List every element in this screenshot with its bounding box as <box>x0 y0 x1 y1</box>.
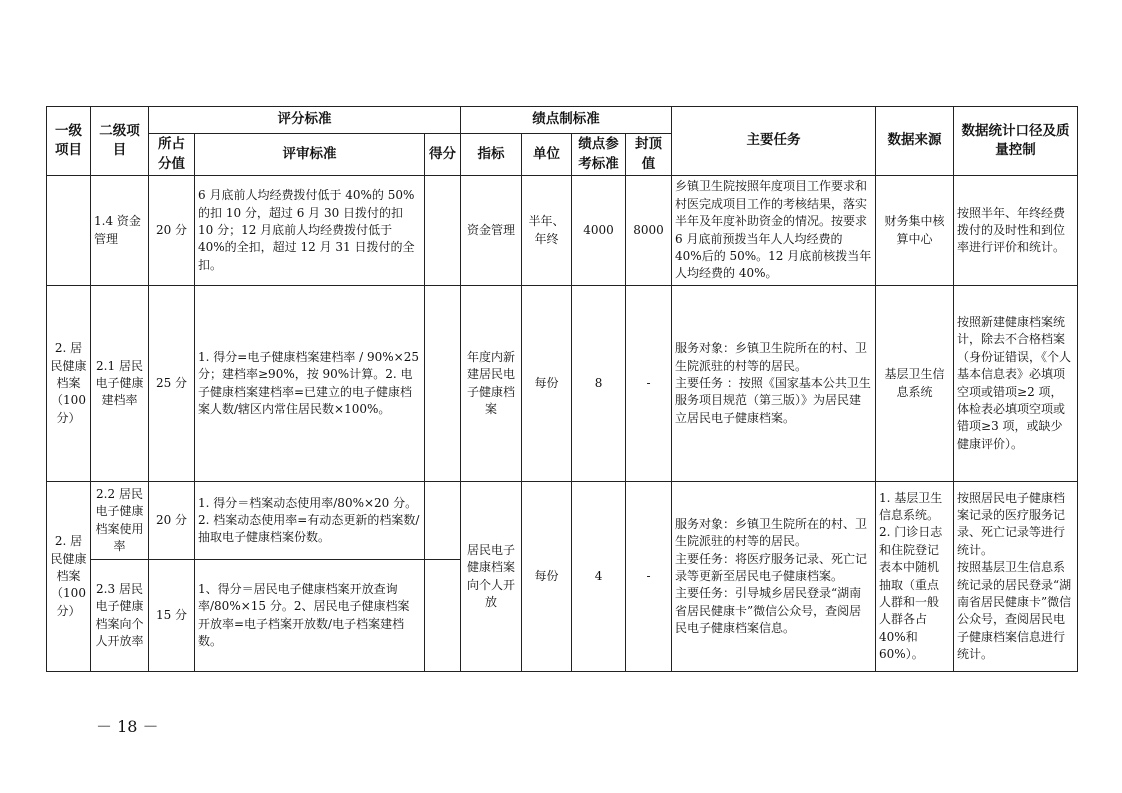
task-main: 主要任务：将医疗服务记录、死亡记录等更新至居民电子健康档案。 <box>675 551 868 583</box>
cell-review: 1、得分＝居民电子健康档案开放查询率/80%×15 分。2、居民电子健康档案开放率=电子档案开放数/电子档案建档数。 <box>195 560 425 672</box>
header-cap: 封顶值 <box>626 134 672 176</box>
task-object: 服务对象：乡镇卫生院所在的村、卫生院派驻的村等的居民。 <box>675 341 868 373</box>
table-row <box>47 286 1078 482</box>
cell-review: 6 月底前人均经费拨付低于 40%的 50%的扣 10 分，超过 6 月 30 日拨付的扣 10 分；12 月底前人均经费拨付低于 40%的全扣，超过 12 月 31 日拨付的全扣。 <box>195 176 425 286</box>
cell-score <box>425 560 461 672</box>
cell-ref: 4000 <box>572 176 626 286</box>
header-performance-group: 绩点制标准 <box>461 107 672 134</box>
header-indicator: 指标 <box>461 134 522 176</box>
quality-text: 按照基层卫生信息系统记录的居民登录“湖南省居民健康卡”微信公众号，查阅居民电子健康档案信息进行统计。 <box>957 560 1072 662</box>
table-row <box>47 176 1078 286</box>
cell-indicator: 年度内新建居民电子健康档案 <box>461 286 522 482</box>
header-quality: 数据统计口径及质量控制 <box>954 107 1078 176</box>
cell-task <box>672 482 876 672</box>
cell-task <box>672 286 876 482</box>
cell-review: 1. 得分=电子健康档案建档率 / 90%×25 分；建档率≥90%，按 90%计算。2. 电子健康档案建档率=已建立的电子健康档案人数/辖区内常住居民数×100%。 <box>195 286 425 482</box>
header-row-1 <box>47 107 1078 134</box>
cell-source: 基层卫生信息系统 <box>876 286 954 482</box>
header-level2: 二级项目 <box>91 107 149 176</box>
cell-unit: 每份 <box>522 286 572 482</box>
cell-level2: 2.1 居民电子健康建档率 <box>91 286 149 482</box>
cell-cap: - <box>626 482 672 672</box>
task-main: 主要任务 ：按照《国家基本公共卫生服务项目规范（第三版）》为居民建立居民电子健康档案。 <box>675 375 871 425</box>
cell-indicator: 资金管理 <box>461 176 522 286</box>
cell-cap: - <box>626 286 672 482</box>
header-scoring-group: 评分标准 <box>149 107 461 134</box>
cell-score <box>425 482 461 560</box>
cell-points: 20 分 <box>149 176 195 286</box>
cell-unit: 半年、年终 <box>522 176 572 286</box>
cell-indicator: 居民电子健康档案向个人开放 <box>461 482 522 672</box>
cell-points: 25 分 <box>149 286 195 482</box>
cell-level2: 1.4 资金管理 <box>91 176 149 286</box>
quality-text: 按照居民电子健康档案记录的医疗服务记录、死亡记录等进行统计。 <box>957 490 1066 557</box>
header-main-task: 主要任务 <box>672 107 876 176</box>
page-number: － 18 － <box>96 717 159 736</box>
cell-level1: 2. 居民健康档案（100 分） <box>47 286 91 482</box>
cell-level1: 2. 居民健康档案（100 分） <box>47 482 91 672</box>
cell-points: 20 分 <box>149 482 195 560</box>
header-score: 得分 <box>425 134 461 176</box>
header-data-source: 数据来源 <box>876 107 954 176</box>
cell-quality: 按照新建健康档案统计，除去不合格档案（身份证错误，《个人基本信息表》必填项空项或错项≥2 项，体检表必填项空项或错项≥3 项，或缺少健康评价）。 <box>954 286 1078 482</box>
header-review-standard: 评审标准 <box>195 134 425 176</box>
header-level1: 一级项目 <box>47 107 91 176</box>
cell-quality: 按照半年、年终经费拨付的及时性和到位率进行评价和统计。 <box>954 176 1078 286</box>
cell-level2: 2.3 居民电子健康档案向个人开放率 <box>91 560 149 672</box>
table-row <box>47 482 1078 560</box>
cell-review: 1. 得分＝档案动态使用率/80%×20 分。2. 档案动态使用率=有动态更新的档案数/抽取电子健康档案份数。 <box>195 482 425 560</box>
cell-score <box>425 176 461 286</box>
cell-level2: 2.2 居民电子健康档案使用率 <box>91 482 149 560</box>
task-object: 服务对象：乡镇卫生院所在的村、卫生院派驻的村等的居民。 <box>675 516 868 549</box>
header-unit: 单位 <box>522 134 572 176</box>
cell-level1 <box>47 176 91 286</box>
cell-task: 乡镇卫生院按照年度项目工作要求和村医完成项目工作的考核结果，落实半年及年度补助资金的情况。按要求 6 月底前预拨当年人人均经费的 40%后的 50%。12 月底前核拨当年人均经费的 40%。 <box>672 176 876 286</box>
header-score-share: 所占分值 <box>149 134 195 176</box>
cell-points: 15 分 <box>149 560 195 672</box>
cell-source: 1. 基层卫生信息系统。2. 门诊日志和住院登记表本中随机抽取（重点人群和一般人群各占 40%和 60%）。 <box>876 482 954 672</box>
evaluation-table <box>46 106 1078 672</box>
cell-cap: 8000 <box>626 176 672 286</box>
cell-unit: 每份 <box>522 482 572 672</box>
header-ref-standard: 绩点参考标准 <box>572 134 626 176</box>
task-main: 主要任务：引导城乡居民登录“湖南省居民健康卡”微信公众号，查阅居民电子健康档案信息。 <box>675 586 862 636</box>
cell-ref: 4 <box>572 482 626 672</box>
cell-score <box>425 286 461 482</box>
cell-quality <box>954 482 1078 672</box>
cell-ref: 8 <box>572 286 626 482</box>
cell-source: 财务集中核算中心 <box>876 176 954 286</box>
